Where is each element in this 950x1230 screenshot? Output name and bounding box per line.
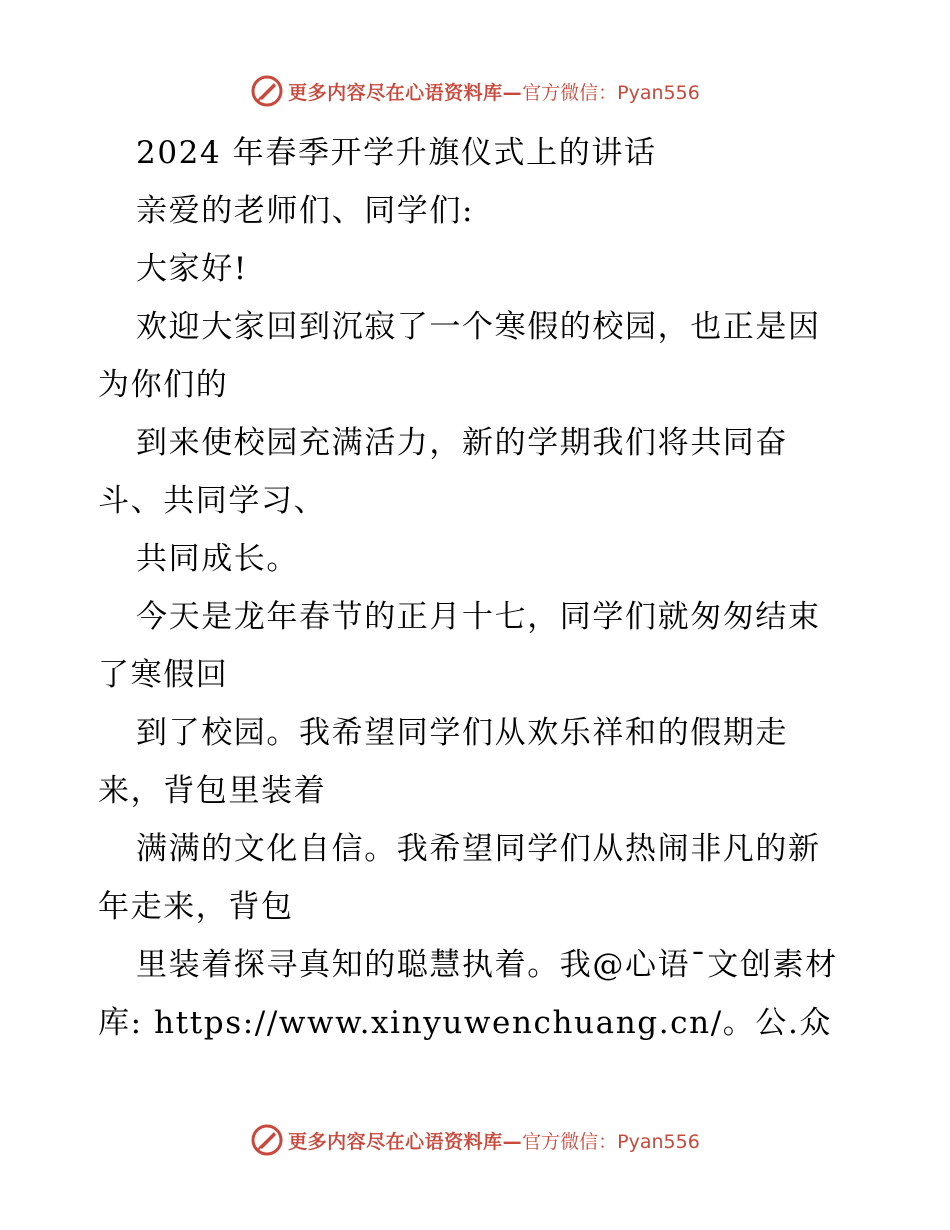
body-line: 斗、共同学习、 bbox=[98, 483, 327, 519]
body-line: 里装着探寻真知的聪慧执着。我@心语¯文创素材 bbox=[136, 947, 838, 983]
body-line: 为你们的 bbox=[98, 367, 229, 403]
body-line: 来，背包里装着 bbox=[98, 773, 327, 809]
document-title: 2024 年春季开学升旗仪式上的讲话 bbox=[136, 135, 657, 171]
body-line: 今天是龙年春节的正月十七，同学们就匆匆结束 bbox=[136, 599, 821, 635]
banner-contact: 官方微信：Pyan556 bbox=[522, 81, 700, 104]
quill-logo-icon bbox=[250, 74, 284, 108]
body-line: 了寒假回 bbox=[98, 657, 229, 693]
body-line: 共同成长。 bbox=[136, 541, 299, 577]
salutation: 亲爱的老师们、同学们: bbox=[136, 193, 475, 229]
body-line: 年走来，背包 bbox=[98, 889, 294, 925]
body-line: 欢迎大家回到沉寂了一个寒假的校园，也正是因 bbox=[136, 309, 821, 345]
header-banner bbox=[0, 71, 950, 111]
document-body bbox=[98, 124, 858, 1052]
banner-contact: 官方微信：Pyan556 bbox=[522, 1130, 700, 1153]
footer-banner bbox=[0, 1120, 950, 1160]
banner-title: 更多内容尽在心语资料库— bbox=[288, 81, 523, 104]
body-line: 到了校园。我希望同学们从欢乐祥和的假期走 bbox=[136, 715, 788, 751]
body-line: 库: https://www.xinyuwenchuang.cn/。公.众 bbox=[98, 1005, 832, 1041]
body-line: 满满的文化自信。我希望同学们从热闹非凡的新 bbox=[136, 831, 821, 867]
quill-logo-icon bbox=[250, 1123, 284, 1157]
body-line: 到来使校园充满活力，新的学期我们将共同奋 bbox=[136, 425, 788, 461]
banner-title: 更多内容尽在心语资料库— bbox=[288, 1130, 523, 1153]
greeting: 大家好! bbox=[136, 251, 248, 287]
